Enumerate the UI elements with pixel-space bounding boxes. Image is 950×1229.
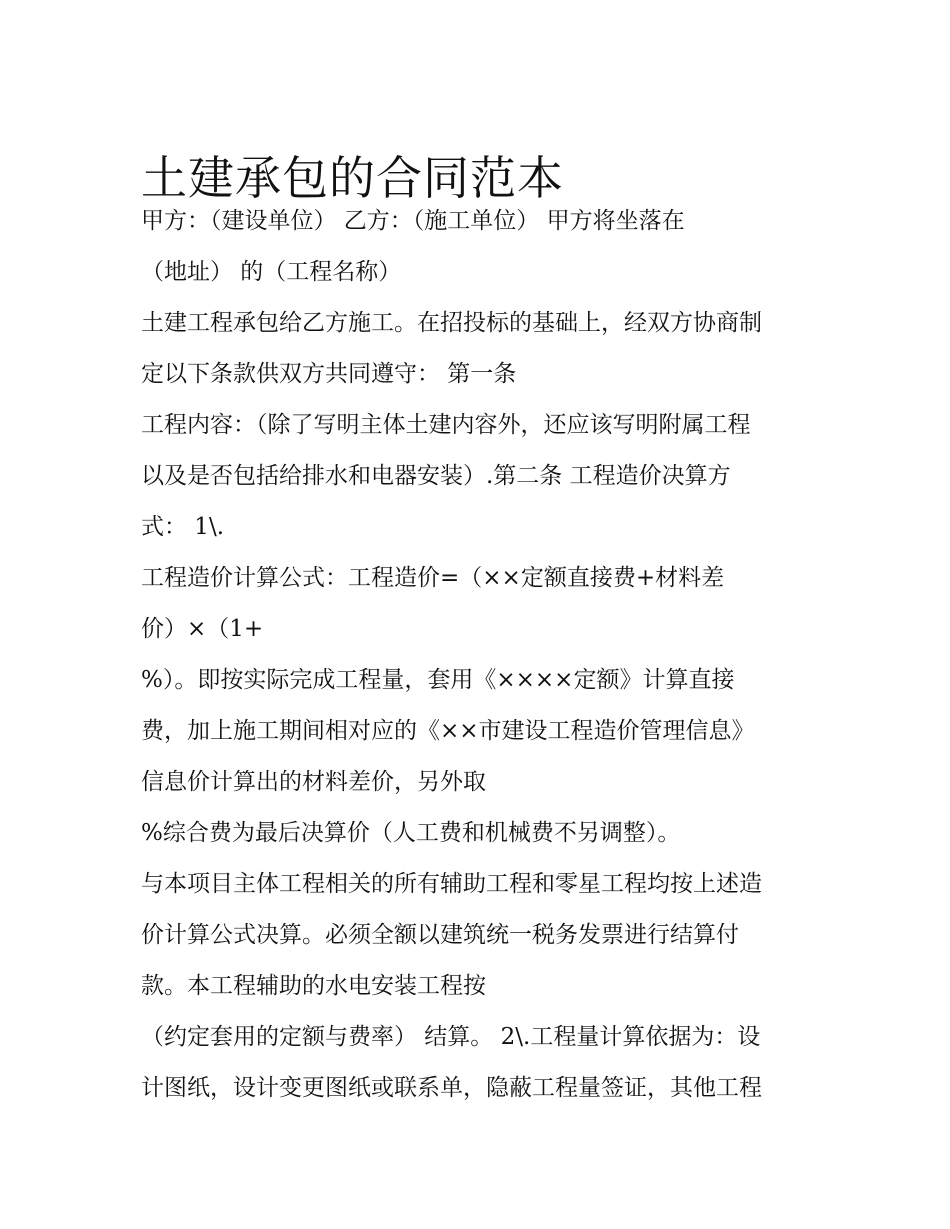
body-line: 工程内容：（除了写明主体土建内容外，还应该写明附属工程 [141, 412, 751, 438]
body-line: 款。本工程辅助的水电安装工程按 [141, 973, 486, 999]
body-line: 与本项目主体工程相关的所有辅助工程和零星工程均按上述造 [141, 871, 762, 897]
body-line: 甲方：（建设单位） 乙方：（施工单位） 甲方将坐落在 [141, 208, 685, 234]
body-line: 工程造价计算公式：工程造价=（××定额直接费+材料差 [141, 565, 725, 591]
body-line: 信息价计算出的材料差价，另外取 [141, 769, 486, 795]
body-line: （地址） 的（工程名称） [141, 259, 402, 285]
body-line: 土建工程承包给乙方施工。在招投标的基础上，经双方协商制 [141, 310, 762, 336]
body-line: %）。即按实际完成工程量，套用《××××定额》计算直接 [141, 667, 735, 693]
body-line: 式： 1\. [141, 514, 225, 540]
body-line: 价计算公式决算。必须全额以建筑统一税务发票进行结算付 [141, 922, 739, 948]
document-title: 土建承包的合同范本 [141, 150, 564, 205]
body-line: 价）×（1+ [141, 616, 264, 642]
document-body [141, 196, 831, 1114]
body-line: 费，加上施工期间相对应的《××市建设工程造价管理信息》 [141, 718, 755, 744]
body-line: 以及是否包括给排水和电器安装）.第二条 工程造价决算方 [141, 463, 731, 489]
body-line: 定以下条款供双方共同遵守： 第一条 [141, 361, 517, 387]
body-line: 计图纸，设计变更图纸或联系单，隐蔽工程量签证，其他工程 [141, 1075, 762, 1101]
body-line: %综合费为最后决算价（人工费和机械费不另调整）。 [141, 820, 681, 846]
body-line: （约定套用的定额与费率） 结算。 2\.工程量计算依据为：设 [141, 1024, 761, 1050]
